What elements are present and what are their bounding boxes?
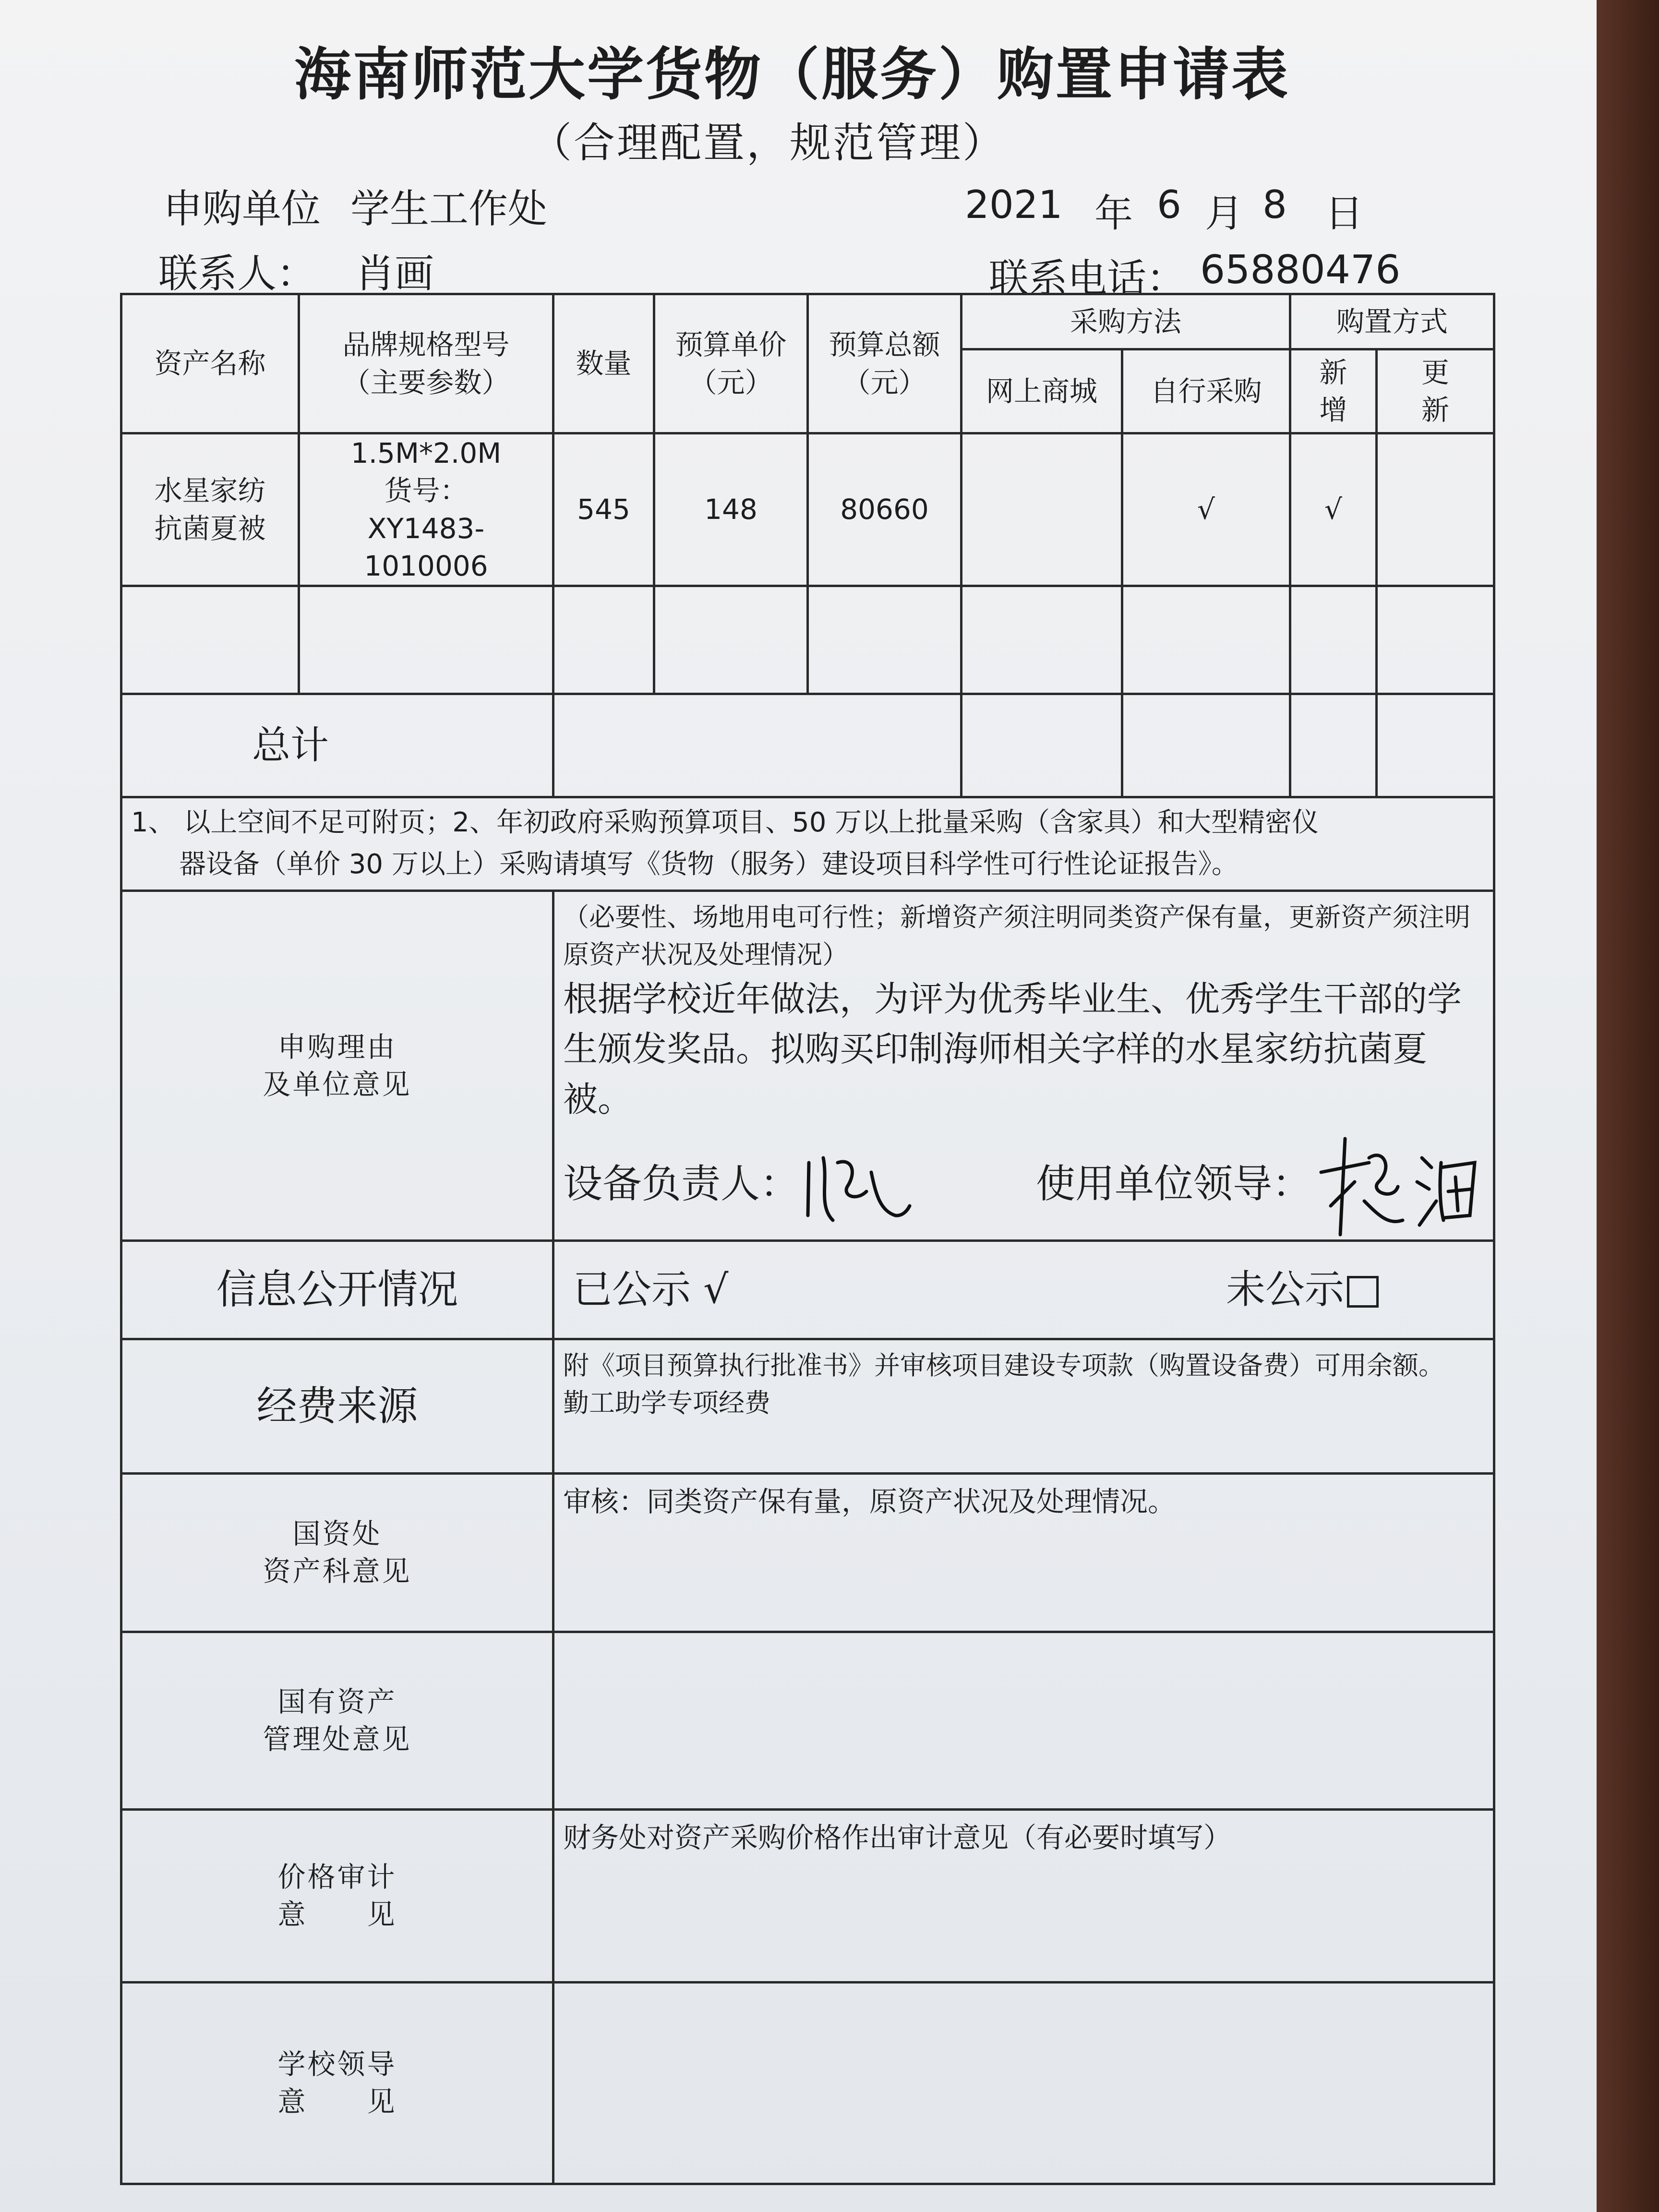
date-month-suffix: 月 — [1205, 191, 1243, 236]
header-new — [1290, 349, 1377, 433]
price-audit-label — [121, 1809, 553, 1982]
funding-label: 经费来源 — [121, 1339, 553, 1473]
table-note — [121, 797, 1494, 891]
unpublished-label: 未公示 — [1226, 1266, 1345, 1312]
reason-row — [121, 891, 1494, 1241]
row-spec-line1: 1.5M*2.0M — [350, 437, 502, 469]
total-update-cell — [1377, 694, 1494, 797]
asset-mgmt-label — [121, 1632, 553, 1809]
note-line1: 1、 以上空间不足可附页；2、年初政府采购预算项目、50 万以上批量采购（含家具）和大型精密仪 — [131, 807, 1319, 839]
unit-label: 申购单位 — [163, 186, 321, 232]
school-leader-row — [121, 1982, 1494, 2184]
total-label: 总计 — [121, 694, 553, 797]
empty-cell — [553, 586, 654, 694]
desk-edge — [1597, 0, 1659, 2212]
application-form-table — [120, 293, 1495, 2185]
header-brand-spec-sub: （主要参数） — [342, 366, 510, 399]
school-leader-label-line1: 学校领导 — [277, 2048, 397, 2081]
header-unit-price-sub: （元） — [689, 366, 773, 399]
total-online-cell — [962, 694, 1122, 797]
row-spec-line3: XY1483-1010006 — [364, 512, 488, 582]
header-total-label: 预算总额 — [829, 328, 940, 361]
asset-mgmt-label-line2: 管理处意见 — [263, 1723, 412, 1756]
row-spec — [299, 433, 553, 586]
row-self-purchase-check: √ — [1122, 433, 1290, 586]
header-update-line2: 新 — [1421, 394, 1450, 426]
empty-cell — [1122, 586, 1290, 694]
header-purchase-method: 采购方法 — [962, 294, 1290, 349]
note-line2: 器设备（单价 30 万以上）采购请填写《货物（服务）建设项目科学性可行性论证报告》。 — [179, 849, 1238, 880]
form-subtitle: （合理配置，规范管理） — [530, 119, 1006, 167]
note-row — [121, 797, 1494, 891]
equipment-manager-signature — [799, 1143, 914, 1225]
disclosure-label: 信息公开情况 — [121, 1240, 553, 1339]
reason-content — [553, 891, 1494, 1241]
disclosure-row — [121, 1240, 1494, 1339]
reason-label-line1: 申购理由 — [277, 1030, 397, 1063]
total-new-cell — [1290, 694, 1377, 797]
asset-mgmt-row — [121, 1632, 1494, 1809]
row-unit-price: 148 — [654, 433, 808, 586]
header-brand-spec-label: 品牌规格型号 — [342, 328, 510, 361]
price-audit-row — [121, 1809, 1494, 1982]
asset-dept-label-line2: 资产科意见 — [263, 1555, 412, 1588]
empty-cell — [121, 586, 299, 694]
equipment-manager-group — [563, 1143, 914, 1225]
asset-dept-content — [553, 1473, 1494, 1632]
total-row — [121, 694, 1494, 797]
row-name-line1: 水星家纺 — [154, 474, 266, 507]
header-new-line1: 新 — [1319, 356, 1347, 389]
date-year: 2021 — [965, 182, 1063, 227]
empty-cell — [654, 586, 808, 694]
price-audit-content — [553, 1809, 1494, 1982]
price-audit-label-line1: 价格审计 — [277, 1861, 397, 1894]
reason-text: 根据学校近年做法，为评为优秀毕业生、优秀学生干部的学生颁发奖品。拟购买印制海师相关字样的水星家纺抗菌夏被。 — [563, 978, 1462, 1119]
asset-mgmt-label-line1: 国有资产 — [277, 1685, 397, 1719]
row-quantity: 545 — [553, 433, 654, 586]
header-new-line2: 增 — [1319, 394, 1347, 426]
header-update-line1: 更 — [1421, 356, 1450, 389]
unpublished-option — [1226, 1263, 1379, 1317]
header-unit-price-label: 预算单价 — [675, 328, 787, 361]
asset-mgmt-content — [553, 1632, 1494, 1809]
unpublished-checkbox — [1347, 1276, 1379, 1308]
price-audit-hint: 财务处对资产采购价格作出审计意见（有必要时填写） — [563, 1821, 1232, 1854]
empty-cell — [808, 586, 962, 694]
school-leader-content — [553, 1982, 1494, 2184]
empty-cell — [1377, 586, 1494, 694]
header-total — [808, 294, 962, 433]
header-purchase-type: 购置方式 — [1290, 294, 1494, 349]
table-row-empty — [121, 586, 1494, 694]
school-leader-label-line2: 意 见 — [277, 2085, 397, 2118]
phone-label: 联系电话： — [989, 256, 1186, 301]
price-audit-label-line2: 意 见 — [277, 1898, 397, 1931]
funding-row — [121, 1339, 1494, 1473]
date-month: 6 — [1157, 182, 1181, 227]
date-day-suffix: 日 — [1325, 191, 1363, 236]
phone-value: 65880476 — [1200, 247, 1401, 293]
header-online-mall: 网上商城 — [962, 349, 1122, 433]
disclosure-content — [553, 1240, 1494, 1339]
date-year-suffix: 年 — [1094, 191, 1133, 236]
unit-leader-label: 使用单位领导： — [1036, 1161, 1312, 1207]
total-self-cell — [1122, 694, 1290, 797]
unit-value: 学生工作处 — [350, 186, 548, 232]
reason-label-line2: 及单位意见 — [263, 1068, 412, 1101]
empty-cell — [1290, 586, 1377, 694]
header-brand-spec — [299, 294, 553, 433]
asset-dept-row — [121, 1473, 1494, 1632]
row-update-check — [1377, 433, 1494, 586]
header-unit-price — [654, 294, 808, 433]
form-title: 海南师范大学货物（服务）购置申请表 — [294, 41, 1290, 108]
reason-label — [121, 891, 553, 1241]
school-leader-label — [121, 1982, 553, 2184]
empty-cell — [962, 586, 1122, 694]
contact-value: 肖画 — [355, 251, 434, 297]
row-new-check: √ — [1290, 433, 1377, 586]
header-asset-name: 资产名称 — [121, 294, 299, 433]
table-row — [121, 433, 1494, 586]
row-asset-name — [121, 433, 299, 586]
equipment-manager-label: 设备负责人： — [563, 1161, 800, 1207]
asset-dept-hint: 审核：同类资产保有量，原资产状况及处理情况。 — [563, 1485, 1176, 1518]
disclosure-options — [563, 1263, 1484, 1317]
row-total: 80660 — [808, 433, 962, 586]
funding-hint: 附《项目预算执行批准书》并审核项目建设专项款（购置设备费）可用余额。 — [563, 1350, 1444, 1381]
header-update — [1377, 349, 1494, 433]
row-online-mall — [962, 433, 1122, 586]
asset-dept-label — [121, 1473, 553, 1632]
unit-leader-signature — [1311, 1129, 1484, 1239]
published-option: 已公示 √ — [573, 1266, 729, 1312]
unit-leader-group — [1036, 1129, 1484, 1239]
date-day: 8 — [1262, 182, 1287, 227]
total-value-cell — [553, 694, 962, 797]
row-spec-line2: 货号： — [384, 474, 468, 507]
reason-hint: （必要性、场地用电可行性；新增资产须注明同类资产保有量，更新资产须注明原资产状况及处理情况） — [563, 902, 1470, 970]
header-total-sub: （元） — [842, 366, 926, 399]
signature-line — [563, 1129, 1484, 1239]
funding-content — [553, 1339, 1494, 1473]
header-quantity: 数量 — [553, 294, 654, 433]
header-self-purchase: 自行采购 — [1122, 349, 1290, 433]
row-name-line2: 抗菌夏被 — [154, 512, 266, 545]
funding-value: 勤工助学专项经费 — [563, 1388, 770, 1419]
empty-cell — [299, 586, 553, 694]
asset-dept-label-line1: 国资处 — [292, 1517, 382, 1551]
contact-label: 联系人： — [158, 251, 316, 297]
